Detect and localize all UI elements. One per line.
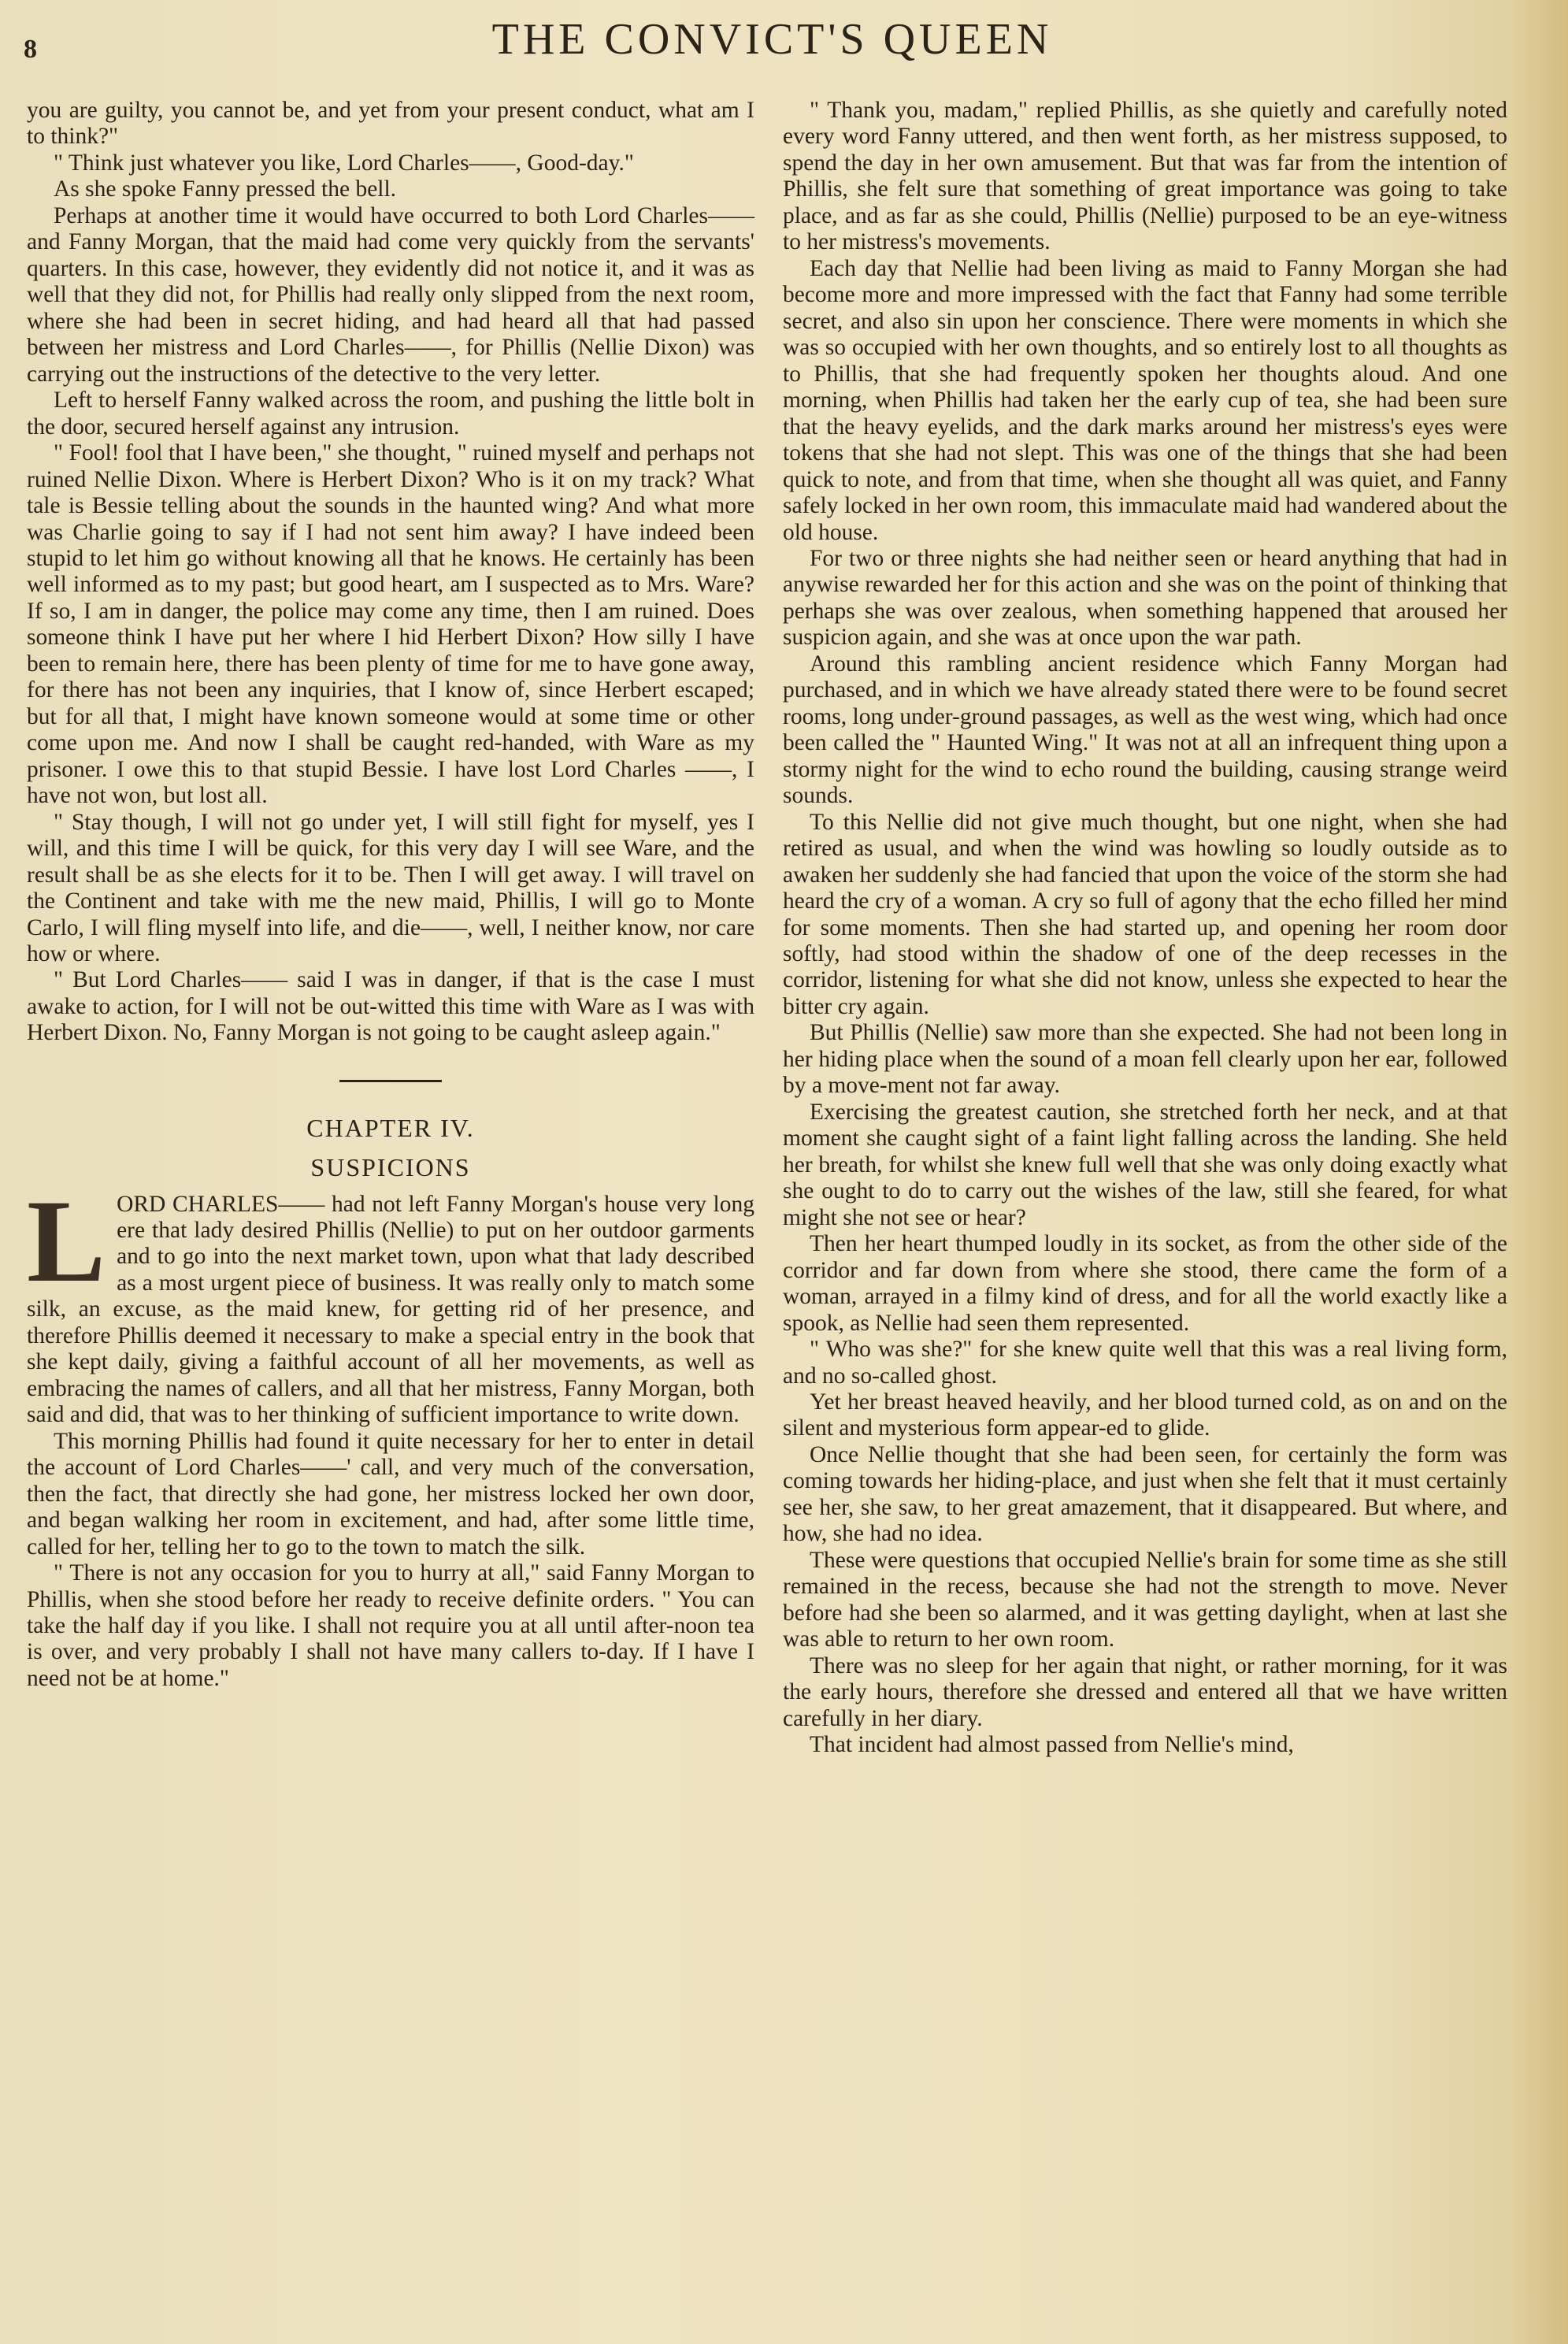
paragraph: Around this rambling ancient residence which Fanny Morgan had purchased, and in which we have already stated there were to be found secret rooms, long under-ground passages, as well as the west wing, which had once been called the " Haunted Wing." It was not at all an infrequent thing upon a stormy night for the wind to echo round the building, causing strange weird sounds.	[783, 651, 1507, 809]
paragraph: Yet her breast heaved heavily, and her blood turned cold, as on and on the silent and mysterious form appear-ed to glide.	[783, 1389, 1507, 1441]
paragraph: " But Lord Charles—— said I was in danger, if that is the case I must awake to action, for I will not be out-witted this time with Ware as I was with Herbert Dixon. No, Fanny Morgan is not going to be caught asleep again."	[27, 967, 754, 1046]
paragraph: But Phillis (Nellie) saw more than she expected. She had not been long in her hiding place when the sound of a moan fell clearly upon her ear, followed by a move-ment not far away.	[783, 1020, 1507, 1099]
chapter-divider	[339, 1080, 442, 1082]
paragraph: Once Nellie thought that she had been seen, for certainly the form was coming towards her hiding-place, and just when she felt that it must certainly see her, she saw, to her great amazement, that it disappeared. But where, and how, she had no idea.	[783, 1441, 1507, 1547]
paragraph: Perhaps at another time it would have occurred to both Lord Charles—— and Fanny Morgan, that the maid had come very quickly from the servants' quarters. In this case, however, they evidently did not notice it, and it was as well that they did not, for Phillis had really only slipped from the next room, where she had been in secret hiding, and had heard all that had passed between her mistress and Lord Charles——, for Phillis (Nellie Dixon) was carrying out the instructions of the detective to the very letter.	[27, 202, 754, 387]
paragraph: Each day that Nellie had been living as maid to Fanny Morgan she had become more and more impressed with the fact that Fanny had some terrible secret, and also sin upon her conscience. There were moments in which she was so occupied with her own thoughts, and so entirely lost to all thoughts as to Phillis, that she had frequently spoken her thoughts aloud. And one morning, when Phillis had taken her the early cup of tea, she had been sure that the heavy eyelids, and the dark marks around her mistress's eyes were tokens that she had not slept. This was one of the things that she had been quick to note, and from that time, when she thought all was quiet, and Fanny safely locked in her own room, this immaculate maid had wandered about the old house.	[783, 255, 1507, 545]
paragraph: Left to herself Fanny walked across the room, and pushing the little bolt in the door, secured herself against any intrusion.	[27, 388, 754, 440]
left-column	[27, 98, 754, 1692]
paragraph: As she spoke Fanny pressed the bell.	[54, 176, 397, 202]
drop-cap: L	[27, 1175, 106, 1307]
chapter-title: CHAPTER IV.	[306, 1113, 475, 1142]
paragraph: Then her heart thumped loudly in its socket, as from the other side of the corridor and far down from where she stood, there came the form of a woman, arrayed in a filmy kind of dress, and for all the world exactly like a spook, as Nellie had seen them represented.	[783, 1231, 1507, 1336]
paragraph: These were questions that occupied Nellie's brain for some time as she still remained in the recess, because she had not the strength to move. Never before had she been so alarmed, and it was getting daylight, when at last she was able to return to her own room.	[783, 1547, 1507, 1652]
page-edge-stain	[1513, 0, 1568, 2344]
running-title: THE CONVICT'S QUEEN	[491, 15, 1053, 64]
paragraph: This morning Phillis had found it quite necessary for her to enter in detail the account of Lord Charles——' call, and very much of the conversation, then the fact, that directly she had gone, her mistress locked her own door, and began walking her room in excitement, and had, after some little time, called for her, telling her to go to the town to match the silk.	[27, 1428, 754, 1560]
paragraph-text: ORD CHARLES—— had not left Fanny Morgan's house very long ere that lady desired Phillis (Nellie) to put on her outdoor garments and to go into the next market town, upon what that lady described as a most urgent piece of business. It was really only to match some silk, an excuse, as the maid knew, for getting rid of her presence, and therefore Phillis deemed it necessary to make a special entry in the book that she kept daily, giving a faithful account of all her movements, as well as embracing the names of callers, and all that her mistress, Fanny Morgan, both said and did, that was to her thinking of sufficient importance to write down.	[27, 1191, 754, 1428]
chapter-subtitle: SUSPICIONS	[310, 1153, 471, 1182]
paragraph: " Who was she?" for she knew quite well that this was a real living form, and no so-called ghost.	[783, 1337, 1507, 1389]
paragraph: To this Nellie did not give much thought, but one night, when she had retired as usual, and when the wind was howling so loudly outside as to awaken her suddenly she had fancied that upon the voice of the storm she had heard the cry of a woman. A cry so full of agony that the echo filled her mind for some moments. Then she had started up, and opening her room door softly, had stood within the shadow of one of the deep recesses in the corridor, listening for what she did not know, unless she expected to hear the bitter cry again.	[783, 809, 1507, 1019]
page-number: 8	[24, 35, 37, 64]
paragraph: " Think just whatever you like, Lord Charles——, Good-day."	[54, 150, 634, 176]
paragraph: There was no sleep for her again that night, or rather morning, for it was the early hours, therefore she dressed and entered all that we have written carefully in her diary.	[783, 1652, 1507, 1731]
right-column	[783, 98, 1507, 1759]
paragraph: For two or three nights she had neither seen or heard anything that had in anywise rewarded her for this action and she was on the point of thinking that perhaps she was over zealous, when something happened that aroused her suspicion again, and she was at once upon the war path.	[783, 545, 1507, 651]
paragraph: you are guilty, you cannot be, and yet from your present conduct, what am I to think?"	[27, 98, 754, 150]
paragraph: " There is not any occasion for you to hurry at all," said Fanny Morgan to Phillis, when she stood before her ready to receive definite orders. " You can take the half day if you like. I shall not require you at all until after-noon tea is over, and very probably I shall not have many callers to-day. If I have I need not be at home."	[27, 1560, 754, 1691]
paragraph: " Stay though, I will not go under yet, I will still fight for myself, yes I will, and this time I will be quick, for this very day I will see Ware, and the result shall be as she elects for it to be. Then I will get away. I will travel on the Continent and take with me the new maid, Phillis, I will go to Monte Carlo, I will fling myself into life, and die——, well, I neither know, nor care how or where.	[27, 809, 754, 966]
paragraph: " Thank you, madam," replied Phillis, as she quietly and carefully noted every word Fanny uttered, and then went forth, as her mistress supposed, to spend the day in her own amusement. But that was far from the intention of Phillis, she felt sure that something of great importance was going to take place, and as far as she could, Phillis (Nellie) purposed to be an eye-witness to her mistress's movements.	[783, 98, 1507, 255]
chapter-opening-paragraph	[27, 1175, 754, 1429]
paragraph: That incident had almost passed from Nellie's mind,	[810, 1732, 1294, 1758]
paragraph: Exercising the greatest caution, she stretched forth her neck, and at that moment she caught sight of a faint light falling across the landing. She held her breath, for whilst she knew full well that she was only doing exactly what she ought to do to carry out the wishes of the law, still she feared, for what might she not see or hear?	[783, 1099, 1507, 1230]
paragraph: " Fool! fool that I have been," she thought, " ruined myself and perhaps not ruined Nellie Dixon. Where is Herbert Dixon? Who is it on my track? What tale is Bessie telling about the sounds in the haunted wing? And what more was Charlie going to say if I had not sent him away? I have indeed been stupid to let him go without knowing all that he knows. He certainly has been well informed as to my past; but good heart, am I suspected as to Mrs. Ware? If so, I am in danger, the police may come any time, then I am ruined. Does someone think I have put her where I hid Herbert Dixon? How silly I have been to remain here, there has been plenty of time for me to have gone away, for there has not been any inquiries, that I know of, since Herbert escaped; but for all that, I might have known someone would at some time or other come upon me. And now I shall be caught red-handed, with Ware as my prisoner. I owe this to that stupid Bessie. I have lost Lord Charles ——, I have not won, but lost all.	[27, 440, 754, 809]
page-header	[24, 14, 1521, 69]
